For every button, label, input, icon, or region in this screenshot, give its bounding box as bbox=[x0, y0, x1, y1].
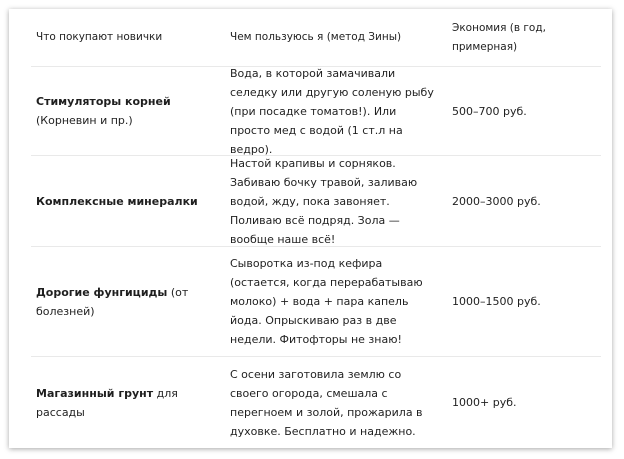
savings-cell bbox=[452, 247, 597, 356]
table-row bbox=[31, 247, 601, 357]
item-cell bbox=[36, 156, 214, 246]
item-note: для рассады bbox=[36, 386, 178, 419]
item-note: (от болезней) bbox=[36, 285, 189, 318]
header-label: Экономия (в год, примерная) bbox=[452, 21, 546, 53]
method-text: Вода, в которой замачивали селедку или другую соленую рыбу (при посадке томатов!). Или просто мед с водой (1 ст.л на ведро). bbox=[230, 66, 434, 156]
table-row bbox=[31, 357, 601, 448]
table-row bbox=[31, 67, 601, 156]
item-text bbox=[36, 92, 214, 130]
method-cell bbox=[230, 67, 435, 155]
item-cell bbox=[36, 247, 214, 356]
item-name: Дорогие фунгициды bbox=[36, 285, 168, 299]
savings-cell bbox=[452, 67, 597, 155]
savings-text: 500–700 руб. bbox=[452, 104, 527, 118]
savings-cell bbox=[452, 357, 597, 448]
header-savings bbox=[452, 9, 597, 66]
method-cell bbox=[230, 156, 435, 246]
item-cell bbox=[36, 357, 214, 448]
item-note: (Корневин и пр.) bbox=[36, 114, 133, 127]
item-text bbox=[36, 283, 214, 321]
header-what-i-use bbox=[230, 9, 435, 66]
savings-text: 1000–1500 руб. bbox=[452, 295, 541, 308]
method-text: Настой крапивы и сорняков. Забиваю бочку травой, заливаю водой, жду, пока завоняет. Поливаю всё подряд. Зола — вообще наше всё! bbox=[230, 156, 418, 246]
header-label: Что покупают новички bbox=[36, 31, 163, 43]
item-name: Магазинный грунт bbox=[36, 386, 154, 400]
item-name: Стимуляторы корней bbox=[36, 95, 171, 108]
table-header-row bbox=[31, 9, 601, 67]
method-cell bbox=[230, 357, 435, 448]
method-text: Сыворотка из-под кефира (остается, когда перерабатываю молоко) + вода + пара капель йода. Опрыскиваю раз в две недели. Фитофторы не знаю! bbox=[230, 257, 423, 346]
header-what-beginners-buy bbox=[36, 9, 214, 66]
savings-text: 2000–3000 руб. bbox=[452, 194, 541, 208]
table-row bbox=[31, 156, 601, 247]
savings-cell bbox=[452, 156, 597, 246]
item-text bbox=[36, 384, 214, 422]
item-name: Комплексные минералки bbox=[36, 194, 198, 208]
item-cell bbox=[36, 67, 214, 155]
savings-text: 1000+ руб. bbox=[452, 396, 517, 409]
method-cell bbox=[230, 247, 435, 356]
header-label: Чем пользуюсь я (метод Зины) bbox=[230, 31, 402, 43]
method-text: С осени заготовила землю со своего огорода, смешала с перегноем и золой, прожарила в духовке. Бесплатно и надежно. bbox=[230, 367, 423, 438]
savings-table-card bbox=[9, 9, 612, 448]
item-text bbox=[36, 192, 198, 211]
